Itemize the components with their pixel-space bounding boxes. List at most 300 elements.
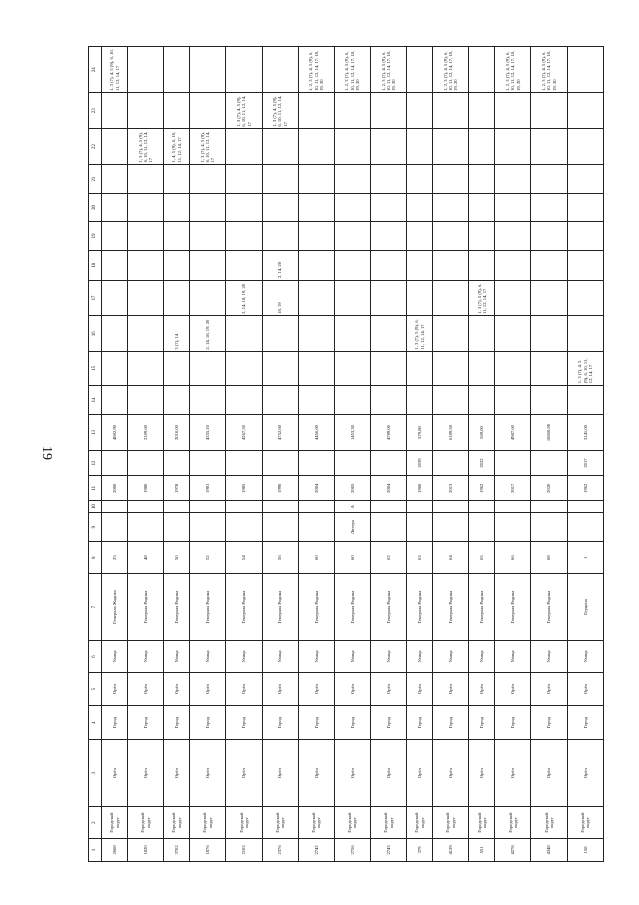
table-cell: Город	[190, 706, 226, 740]
table-cell: 1, 3 (7), 5 (9), 6, 11, 12, 14, 17	[469, 280, 495, 316]
table-cell	[407, 280, 433, 316]
table-cell	[495, 221, 531, 250]
column-header: 12	[89, 450, 102, 475]
table-cell	[262, 194, 298, 221]
table-cell: 1, 3 (7), 4, 5 (9), 6, 10, 11, 12, 14, 17	[567, 352, 603, 386]
column-header: 14	[89, 385, 102, 414]
housing-register-table	[88, 46, 604, 862]
table-cell: 2004	[370, 476, 406, 501]
table-cell: 4987,60	[495, 415, 531, 451]
table-cell: 3 (7), 14	[164, 316, 190, 352]
table-cell	[190, 251, 226, 280]
table-cell	[262, 316, 298, 352]
column-header: 2	[89, 807, 102, 839]
table-cell: Город	[469, 706, 495, 740]
table-cell: Городской округ	[334, 807, 370, 839]
table-cell	[190, 280, 226, 316]
table-cell	[102, 221, 128, 250]
table-cell: Генерала Родина	[433, 573, 469, 640]
table-cell: Улица	[164, 641, 190, 673]
column-header: 13	[89, 415, 102, 451]
table-row	[102, 47, 128, 862]
table-cell	[334, 251, 370, 280]
table-cell: 2000	[102, 476, 128, 501]
table-cell	[567, 385, 603, 414]
table-cell: Город	[370, 706, 406, 740]
column-header: 16	[89, 316, 102, 352]
table-row	[469, 47, 495, 862]
table-cell	[102, 512, 128, 541]
table-cell	[298, 501, 334, 513]
table-cell: 65	[469, 542, 495, 574]
column-header: 1	[89, 838, 102, 861]
table-cell	[433, 251, 469, 280]
table-cell: Городской округ	[531, 807, 567, 839]
table-cell	[164, 194, 190, 221]
table-cell	[531, 501, 567, 513]
table-cell	[262, 450, 298, 475]
table-cell: 2022	[469, 450, 495, 475]
table-cell	[102, 385, 128, 414]
table-cell: Город	[433, 706, 469, 740]
table-cell	[190, 93, 226, 129]
table-cell	[407, 129, 433, 165]
table-cell	[495, 280, 531, 316]
table-cell	[469, 352, 495, 386]
table-cell: 2020	[531, 476, 567, 501]
table-cell	[407, 251, 433, 280]
table-cell: 1876	[190, 838, 226, 861]
table-cell: Орёл	[298, 740, 334, 807]
table-cell: Город	[226, 706, 262, 740]
table-cell: Герцена	[567, 573, 603, 640]
table-cell: Город	[407, 706, 433, 740]
column-header: 15	[89, 352, 102, 386]
table-cell	[164, 512, 190, 541]
table-cell	[128, 512, 164, 541]
table-cell	[102, 93, 128, 129]
table-cell	[370, 221, 406, 250]
column-header: 6	[89, 641, 102, 673]
table-cell	[102, 316, 128, 352]
table-cell	[495, 251, 531, 280]
table-cell	[567, 316, 603, 352]
table-cell: 4456,60	[298, 415, 334, 451]
table-cell	[495, 316, 531, 352]
table-cell	[495, 512, 531, 541]
table-cell: Генерала Родина	[262, 573, 298, 640]
table-cell	[164, 93, 190, 129]
column-header: 3	[89, 740, 102, 807]
table-cell: 18850,00	[531, 415, 567, 451]
table-cell: Генерала Родина	[531, 573, 567, 640]
table-cell: 1, 4, 5 (9), 6, 10, 11, 12, 14, 17	[164, 129, 190, 165]
table-cell	[370, 164, 406, 193]
table-row	[262, 47, 298, 862]
table-cell: Улица	[128, 641, 164, 673]
table-cell: Орёл	[226, 672, 262, 706]
table-cell: Генерала Родина	[298, 573, 334, 640]
table-cell	[495, 93, 531, 129]
table-cell: Генерала Родина	[226, 573, 262, 640]
table-cell: Город	[531, 706, 567, 740]
table-cell: 1980	[128, 476, 164, 501]
table-cell: 569,00	[469, 415, 495, 451]
table-cell	[164, 47, 190, 93]
table-cell: Городской округ	[495, 807, 531, 839]
table-cell	[469, 501, 495, 513]
table-cell	[164, 251, 190, 280]
table-cell: Генерала Родина	[334, 573, 370, 640]
table-cell: Городской округ	[226, 807, 262, 839]
table-cell: 54	[226, 542, 262, 574]
table-cell	[226, 164, 262, 193]
column-header: 20	[89, 194, 102, 221]
table-cell: Улица	[495, 641, 531, 673]
table-cell: 1820	[128, 838, 164, 861]
table-cell: 6189,50	[433, 415, 469, 451]
table-cell	[531, 251, 567, 280]
table-cell: Орёл	[370, 740, 406, 807]
table-cell: Орёл	[298, 672, 334, 706]
table-cell	[128, 501, 164, 513]
table-cell	[190, 501, 226, 513]
table-cell: 63	[407, 542, 433, 574]
table-row	[226, 47, 262, 862]
table-cell	[495, 164, 531, 193]
table-cell	[128, 280, 164, 316]
table-cell	[190, 385, 226, 414]
column-header: 18	[89, 251, 102, 280]
table-cell	[531, 385, 567, 414]
table-cell: Улица	[334, 641, 370, 673]
table-cell	[128, 164, 164, 193]
table-cell	[531, 129, 567, 165]
table-cell	[102, 280, 128, 316]
table-cell: 4882,90	[102, 415, 128, 451]
table-cell	[262, 164, 298, 193]
table-cell: Городской округ	[190, 807, 226, 839]
table-cell	[226, 47, 262, 93]
table-cell	[370, 93, 406, 129]
table-cell: Генерала Родина	[407, 573, 433, 640]
table-cell: Орёл	[469, 740, 495, 807]
table-cell: Генерала Родина	[469, 573, 495, 640]
table-cell	[531, 450, 567, 475]
table-cell	[433, 194, 469, 221]
table-cell: 1960	[407, 476, 433, 501]
table-cell: Генерала Родина	[370, 573, 406, 640]
table-cell: 2039	[407, 450, 433, 475]
table-cell: 158	[567, 838, 603, 861]
table-cell	[298, 221, 334, 250]
table-cell: 4267,50	[226, 415, 262, 451]
table-rotated-wrapper	[88, 46, 604, 862]
table-cell: Орёл	[190, 740, 226, 807]
table-cell: Генерала Родина	[164, 573, 190, 640]
table-cell	[190, 450, 226, 475]
table-cell	[226, 316, 262, 352]
table-row	[334, 47, 370, 862]
table-cell	[262, 221, 298, 250]
table-cell: Генерала Жадова	[102, 573, 128, 640]
table-cell	[128, 385, 164, 414]
table-cell	[226, 512, 262, 541]
table-cell	[298, 93, 334, 129]
table-cell: 1985	[226, 476, 262, 501]
table-cell	[433, 93, 469, 129]
table-cell	[370, 251, 406, 280]
table-cell: Улица	[370, 641, 406, 673]
table-cell: 18, 19	[262, 280, 298, 316]
table-cell: 1453,30	[334, 415, 370, 451]
table-cell: 48	[128, 542, 164, 574]
table-cell	[334, 385, 370, 414]
table-cell: Город	[102, 706, 128, 740]
table-cell	[226, 221, 262, 250]
table-cell	[226, 450, 262, 475]
table-cell	[531, 352, 567, 386]
table-cell	[128, 194, 164, 221]
table-cell: 4278	[495, 838, 531, 861]
table-cell	[190, 47, 226, 93]
table-cell	[495, 352, 531, 386]
table-cell	[567, 280, 603, 316]
table-cell	[298, 316, 334, 352]
table-cell: 2017	[495, 476, 531, 501]
table-cell	[334, 93, 370, 129]
table-cell	[531, 316, 567, 352]
table-cell	[334, 352, 370, 386]
table-cell	[164, 164, 190, 193]
table-cell	[433, 164, 469, 193]
table-cell: 3702	[164, 838, 190, 861]
table-cell	[433, 450, 469, 475]
table-cell: 4789,00	[370, 415, 406, 451]
column-header: 17	[89, 280, 102, 316]
table-cell: Улица	[102, 641, 128, 673]
table-cell	[128, 352, 164, 386]
table-cell	[334, 164, 370, 193]
table-cell	[164, 280, 190, 316]
table-cell: Орёл	[567, 740, 603, 807]
table-cell	[164, 352, 190, 386]
table-cell	[531, 512, 567, 541]
table-cell: Улица	[469, 641, 495, 673]
table-cell	[469, 385, 495, 414]
table-cell	[370, 512, 406, 541]
table-cell	[407, 385, 433, 414]
table-cell	[102, 450, 128, 475]
table-cell	[262, 501, 298, 513]
table-cell	[262, 129, 298, 165]
table-cell	[370, 194, 406, 221]
column-header: 19	[89, 221, 102, 250]
table-cell	[298, 385, 334, 414]
table-cell	[407, 352, 433, 386]
table-cell: Городской округ	[128, 807, 164, 839]
table-cell	[226, 251, 262, 280]
table-cell: Город	[334, 706, 370, 740]
table-cell	[567, 501, 603, 513]
table-cell: 3141,00	[567, 415, 603, 451]
table-cell	[407, 164, 433, 193]
table-cell	[334, 221, 370, 250]
table-cell	[298, 164, 334, 193]
table-cell	[407, 221, 433, 250]
table-cell	[433, 316, 469, 352]
table-cell	[531, 221, 567, 250]
table-cell	[262, 47, 298, 93]
table-cell: Орёл	[531, 672, 567, 706]
table-cell: 4355,10	[190, 415, 226, 451]
table-cell: 1, 2, 3 (7), 4, 5 (9), 6, 10, 11, 12, 14, 17, 18, 19, 20	[370, 47, 406, 93]
table-cell	[567, 512, 603, 541]
table-cell	[567, 194, 603, 221]
table-cell: Улица	[567, 641, 603, 673]
table-cell: 2017	[567, 450, 603, 475]
table-cell	[407, 93, 433, 129]
table-cell	[128, 47, 164, 93]
table-cell	[334, 194, 370, 221]
table-cell: Орёл	[433, 740, 469, 807]
table-cell: Улица	[407, 641, 433, 673]
table-cell: 68	[531, 542, 567, 574]
table-cell: 2668	[102, 838, 128, 861]
table-cell: Орёл	[262, 740, 298, 807]
table-cell: Орёл	[262, 672, 298, 706]
table-cell	[102, 501, 128, 513]
table-cell	[370, 316, 406, 352]
table-cell	[226, 129, 262, 165]
table-cell	[469, 221, 495, 250]
table-cell: Орёл	[102, 672, 128, 706]
table-cell	[433, 280, 469, 316]
table-cell	[334, 280, 370, 316]
table-row	[407, 47, 433, 862]
table-cell	[102, 194, 128, 221]
table-row	[164, 47, 190, 862]
table-cell: Орёл	[334, 672, 370, 706]
table-cell: 1981	[190, 476, 226, 501]
table-cell: Орёл	[469, 672, 495, 706]
table-cell: 1, 3 (7), 5 (9), 6, 11, 12, 14, 17	[407, 316, 433, 352]
table-cell: Город	[495, 706, 531, 740]
column-header: 7	[89, 573, 102, 640]
column-header: 5	[89, 672, 102, 706]
table-cell	[531, 280, 567, 316]
table-cell: 66	[495, 542, 531, 574]
table-cell: Орёл	[370, 672, 406, 706]
table-cell: 2010,00	[164, 415, 190, 451]
table-cell: Улица	[226, 641, 262, 673]
table-cell	[128, 450, 164, 475]
table-cell: 2005	[334, 476, 370, 501]
table-cell: 2, 14, 18, 19, 20	[226, 280, 262, 316]
table-cell	[567, 251, 603, 280]
table-cell	[262, 512, 298, 541]
table-cell: 4139	[433, 838, 469, 861]
table-cell: Город	[262, 706, 298, 740]
column-header: 24	[89, 47, 102, 93]
table-cell: 1, 2, 3 (7), 4, 5 (9), 6, 10, 11, 12, 14, 17, 18, 19, 20	[298, 47, 334, 93]
table-cell	[407, 501, 433, 513]
table-cell	[469, 251, 495, 280]
table-cell: Городской округ	[407, 807, 433, 839]
table-row	[531, 47, 567, 862]
table-cell	[298, 280, 334, 316]
table-cell	[128, 93, 164, 129]
table-cell: Городской округ	[370, 807, 406, 839]
table-cell: Городской округ	[469, 807, 495, 839]
table-row	[567, 47, 603, 862]
page-number: 19	[39, 446, 54, 460]
table-cell: Улица	[262, 641, 298, 673]
table-cell	[102, 164, 128, 193]
table-cell	[164, 501, 190, 513]
table-cell: 1, 2, 3 (7), 4, 5 (9), 6, 10, 11, 12, 14, 17, 18, 19, 20	[531, 47, 567, 93]
table-cell	[433, 512, 469, 541]
table-cell: 50	[164, 542, 190, 574]
table-cell	[469, 512, 495, 541]
table-cell: А	[334, 501, 370, 513]
table-cell: Орёл	[407, 740, 433, 807]
table-cell	[190, 221, 226, 250]
table-cell	[226, 352, 262, 386]
table-cell: 62	[370, 542, 406, 574]
table-cell: 2376	[262, 838, 298, 861]
table-cell	[495, 450, 531, 475]
table-cell	[102, 251, 128, 280]
column-header: 4	[89, 706, 102, 740]
table-cell	[433, 501, 469, 513]
table-cell	[164, 221, 190, 250]
table-cell	[298, 450, 334, 475]
table-cell	[531, 194, 567, 221]
table-cell: 2109,60	[128, 415, 164, 451]
table-cell: 379	[407, 838, 433, 861]
table-cell	[567, 93, 603, 129]
table-cell: Улица	[298, 641, 334, 673]
table-cell	[226, 501, 262, 513]
table-cell: Город	[164, 706, 190, 740]
table-cell: Орёл	[407, 672, 433, 706]
table-cell: Орёл	[495, 672, 531, 706]
header-row	[89, 47, 102, 862]
column-header: 22	[89, 129, 102, 165]
table-cell: Городской округ	[164, 807, 190, 839]
table-cell	[164, 385, 190, 414]
table-cell	[407, 47, 433, 93]
table-cell	[407, 512, 433, 541]
table-cell: Орёл	[164, 740, 190, 807]
table-cell	[262, 352, 298, 386]
table-cell	[495, 194, 531, 221]
table-cell	[298, 512, 334, 541]
table-cell: Орёл	[190, 672, 226, 706]
table-cell	[495, 129, 531, 165]
table-cell: Орёл	[495, 740, 531, 807]
table-cell	[370, 385, 406, 414]
table-cell: 4348	[531, 838, 567, 861]
column-header: 10	[89, 501, 102, 513]
table-cell: Орёл	[128, 740, 164, 807]
table-cell	[190, 512, 226, 541]
table-cell: 579,80	[407, 415, 433, 451]
table-cell	[298, 194, 334, 221]
column-header: 23	[89, 93, 102, 129]
table-cell	[298, 251, 334, 280]
